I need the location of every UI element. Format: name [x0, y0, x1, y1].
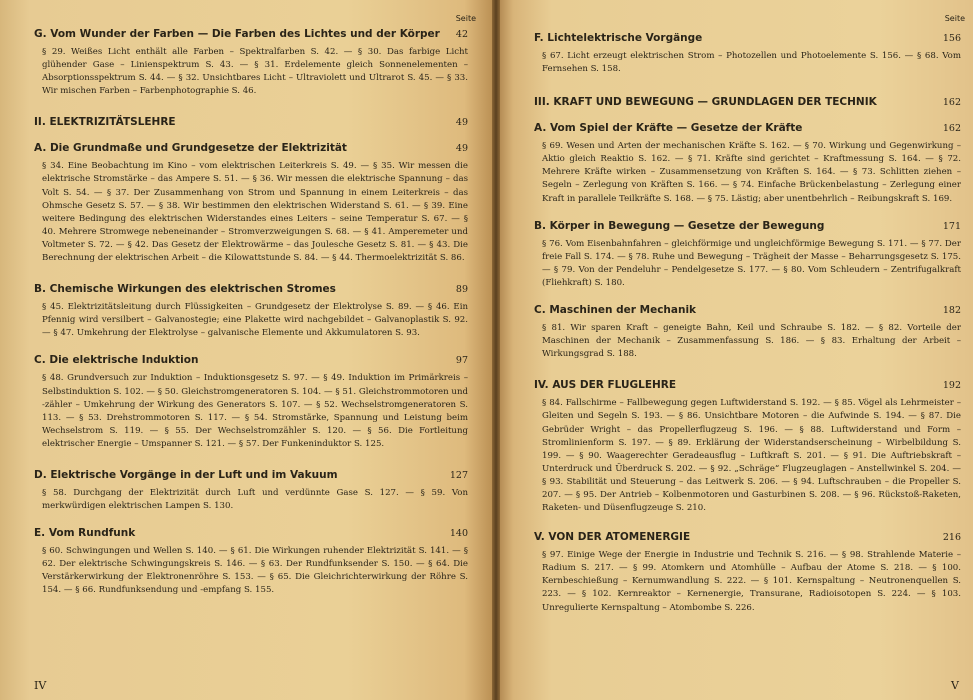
- toc-entry-page: 162: [942, 97, 961, 109]
- toc-entry: [534, 220, 961, 290]
- toc-entry: [34, 354, 468, 451]
- toc-entry-heading: [534, 379, 961, 391]
- toc-entry-sections: § 81. Wir sparen Kraft – geneigte Bahn, Keil und Schraube S. 182. — § 82. Vorteile der Maschinen der Mechanik – Zusammenfassung S. 186. — § 83. Erhaltung der Arbeit – Wirkungsgrad S. 188.: [542, 323, 961, 360]
- toc-list: [34, 28, 468, 598]
- toc-entry-sections: § 67. Licht erzeugt elektrischen Strom – Photozellen und Photoelemente S. 156. — § 68. Vom Fernsehen S. 158.: [542, 51, 961, 75]
- toc-entry-title: IV. AUS DER FLUGLEHRE: [534, 379, 677, 392]
- toc-entry: [34, 142, 468, 265]
- seite-label: Seite: [944, 14, 965, 23]
- toc-entry-sections: § 76. Vom Eisenbahnfahren – gleichförmige und ungleichförmige Bewegung S. 171. — § 77. Der freie Fall S. 174. — § 78. Ruhe und Bewegung – Trägheit der Masse – Beharrungsgesetz S. 175. — § 79. Von der Pendeluhr – Pendelgesetze S. 177. — § 80. Vom Schleudern – Zentrifugalkraft (Fliehkraft) S. 180.: [542, 238, 961, 288]
- toc-entry: [34, 283, 468, 340]
- toc-entry-heading: [34, 142, 468, 154]
- toc-entry-title: III. KRAFT UND BEWEGUNG — GRUNDLAGEN DER TECHNIK: [534, 96, 877, 109]
- toc-entry-page: 162: [942, 123, 961, 135]
- toc-list: [534, 32, 961, 615]
- toc-entry: [34, 469, 468, 513]
- toc-entry-page: 182: [942, 305, 961, 317]
- toc-entry-heading: [34, 469, 468, 481]
- seite-label: Seite: [455, 14, 476, 23]
- toc-entry: [534, 96, 961, 108]
- toc-entry: [534, 122, 961, 205]
- toc-entry: [34, 28, 468, 98]
- toc-entry-title: E. Vom Rundfunk: [34, 527, 136, 540]
- toc-entry-page: 89: [455, 284, 468, 296]
- toc-entry: [534, 32, 961, 76]
- toc-entry-page: 171: [942, 220, 961, 232]
- toc-entry-page: 97: [455, 355, 468, 367]
- toc-entry-heading: [534, 32, 961, 44]
- toc-entry-title: V. VON DER ATOMENERGIE: [534, 531, 691, 544]
- toc-entry-heading: [34, 527, 468, 539]
- toc-entry-heading: [34, 28, 468, 40]
- toc-entry-page: 140: [449, 528, 468, 540]
- toc-entry-page: 49: [455, 143, 468, 155]
- toc-entry-page: 42: [455, 29, 468, 40]
- toc-entry-title: B. Chemische Wirkungen des elektrischen Stromes: [34, 283, 336, 296]
- toc-entry-title: C. Maschinen der Mechanik: [534, 304, 697, 317]
- toc-entry-heading: [34, 116, 468, 128]
- toc-entry-heading: [34, 283, 468, 295]
- toc-entry-sections: § 84. Fallschirme – Fallbewegung gegen Luftwiderstand S. 192. — § 85. Vögel als Lehrmeister – Gleiten und Segeln S. 193. — § 86. Unsichtbare Motoren – die Aufwinde S. 194. — § 87. Die Gebrüder Wright – das Propellerflugzeug S. 196. — § 88. Luftwiderstand und Form – Stromlinienform S. 197. — § 89. Erklärung der Widerstandserscheinung – Wirbelbildung S. 199. — § 90. Waagerechter Geradeausflug – Luftkraft S. 201. — § 91. Die Auftriebskraft – Unterdruck und Überdruck S. 202. — § 92. „Schräge“ Flugzeuglagen – Anstellwinkel S. 204. — § 93. Stabilität und Steuerung – das Leitwerk S. 206. — § 94. Luftschrauben – die Propeller S. 207. — § 95. Der Antrieb – Kolbenmotoren und Gasturbinen S. 208. — § 96. Rückstoß-Raketen, Raketen- und Düsenflugzeuge S. 210.: [542, 398, 961, 514]
- right-page: [494, 0, 973, 700]
- toc-entry-page: 156: [942, 33, 961, 44]
- toc-entry-sections: § 58. Durchgang der Elektrizität durch Luft und verdünnte Gase S. 127. — § 59. Von merkwürdigen elektrischen Lampen S. 130.: [42, 487, 468, 512]
- toc-entry-sections: § 60. Schwingungen und Wellen S. 140. — § 61. Die Wirkungen ruhender Elektrizität S. 141. — § 62. Der elektrische Schwingungskreis S. 146. — § 63. Der Rundfunksender S. 150. — § 64. Die Verstärkerwirkung der Elektronenröhre S. 153. — § 65. Die Gleichrichterwirkung der Röhre S. 154. — § 66. Rundfunksendung und -empfang S. 155.: [42, 546, 468, 596]
- toc-entry-title: F. Lichtelektrische Vorgänge: [534, 32, 703, 44]
- toc-entry-heading: [534, 122, 961, 134]
- toc-entry-title: C. Die elektrische Induktion: [34, 354, 199, 367]
- book-gutter: [492, 0, 500, 700]
- toc-entry: [34, 116, 468, 128]
- toc-entry-page: 49: [455, 117, 468, 129]
- toc-entry: [534, 531, 961, 614]
- toc-entry-title: D. Elektrische Vorgänge in der Luft und im Vakuum: [34, 468, 338, 481]
- toc-entry-heading: [534, 220, 961, 232]
- toc-entry-sections: § 34. Eine Beobachtung im Kino – vom elektrischen Leiterkreis S. 49. — § 35. Wir messen die elektrische Stromstärke – das Ampere S. 51. — § 36. Wir messen die elektrische Spannung – das Volt S. 54. — § 37. Der Zusammenhang von Strom und Spannung in einem Leiterkreis – das Ohmsche Gesetz S. 57. — § 38. Wir bestimmen den elektrischen Widerstand S. 61. — § 39. Eine weitere Bedingung des elektrischen Widerstandes eines Leiters – seine Temperatur S. 67. — § 40. Mehrere Stromwege nebeneinander – Stromverzweigungen S. 68. — § 41. Amperemeter und Voltmeter S. 72. — § 42. Das Gesetz der Elektrowärme – das Joulesche Gesetz S. 81. — § 43. Die Berechnung der elektrischen Arbeit – die Kilowattstunde S. 84. — § 44. Thermoelektrizität S. 86.: [42, 161, 468, 264]
- toc-entry-title: A. Die Grundmaße und Grundgesetze der Elektrizität: [34, 142, 347, 155]
- toc-entry-title: G. Vom Wunder der Farben — Die Farben des Lichtes und der Körper: [34, 28, 440, 40]
- toc-entry-page: 216: [942, 532, 961, 544]
- toc-entry-page: 192: [942, 380, 961, 392]
- toc-entry-sections: § 69. Wesen und Arten der mechanischen Kräfte S. 162. — § 70. Wirkung und Gegenwirkung – Aktio gleich Reaktio S. 162. — § 71. Kräfte sind gerichtet – Kraftmessung S. 164. — § 72. Mehrere Kräfte wirken – Zusammensetzung von Kräften S. 164. — § 73. Schlitten ziehen – Segeln – Zerlegung von Kräften S. 166. — § 74. Einfache Brückenbelastung – Zerlegung einer Kraft in parallele Teilkräfte S. 168. — § 75. Lästig; aber unentbehrlich – Reibungskraft S. 169.: [542, 141, 961, 204]
- toc-entry-sections: § 48. Grundversuch zur Induktion – Induktionsgesetz S. 97. — § 49. Induktion im Primärkreis – Selbstinduktion S. 102. — § 50. Gleichstromgeneratoren S. 104. — § 51. Gleichstrommotoren und -zähler – Umkehrung der Wirkung des Generators S. 107. — § 52. Wechselstromgeneratoren S. 113. — § 53. Drehstrommotoren S. 117. — § 54. Stromstärke, Spannung und Leistung beim Wechselstrom S. 119. — § 55. Der Wechselstromzähler S. 120. — § 56. Die Fortleitung elektrischer Energie – Umspanner S. 121. — § 57. Der Funkeninduktor S. 125.: [42, 373, 468, 449]
- toc-entry: [34, 527, 468, 597]
- toc-entry-heading: [534, 96, 961, 108]
- toc-entry: [534, 379, 961, 515]
- toc-entry-heading: [534, 531, 961, 543]
- toc-entry-title: B. Körper in Bewegung — Gesetze der Bewegung: [534, 219, 825, 232]
- toc-entry-title: A. Vom Spiel der Kräfte — Gesetze der Kräfte: [534, 122, 803, 135]
- toc-entry-heading: [34, 354, 468, 366]
- toc-entry: [534, 304, 961, 361]
- toc-entry-heading: [534, 304, 961, 316]
- page-number: IV: [34, 679, 47, 692]
- toc-entry-sections: § 45. Elektrizitätsleitung durch Flüssigkeiten – Grundgesetz der Elektrolyse S. 89. — § 46. Ein Pfennig wird versilbert – Galvanostegie; eine Plakette wird nachgebildet – Galvanoplastik S. 92. — § 47. Umkehrung der Elektrolyse – galvanische Elemente und Akkumulatoren S. 93.: [42, 302, 468, 339]
- page-number: V: [951, 679, 959, 692]
- toc-entry-page: 127: [449, 469, 468, 481]
- toc-entry-title: II. ELEKTRIZITÄTSLEHRE: [34, 116, 176, 129]
- toc-entry-sections: § 29. Weißes Licht enthält alle Farben – Spektralfarben S. 42. — § 30. Das farbige Licht glühender Gase – Linienspektrum S. 43. — § 31. Erdelemente gleich Sonnenelementen – Absorptionsspektrum S. 44. — § 32. Unsichtbares Licht – Ultraviolett und Ultrarot S. 45. — § 33. Wir mischen Farben – Farbenphotographie S. 46.: [42, 47, 468, 97]
- toc-entry-sections: § 97. Einige Wege der Energie in Industrie und Technik S. 216. — § 98. Strahlende Materie – Radium S. 217. — § 99. Atomkern und Atomhülle – Aufbau der Atome S. 218. — § 100. Kernbeschießung – Kernumwandlung S. 222. — § 101. Kernspaltung – Neutronenquellen S. 223. — § 102. Kernreaktor – Kernenergie, Transurane, Radioisotopen S. 224. — § 103. Unregulierte Kernspaltung – Atombombe S. 226.: [542, 550, 961, 613]
